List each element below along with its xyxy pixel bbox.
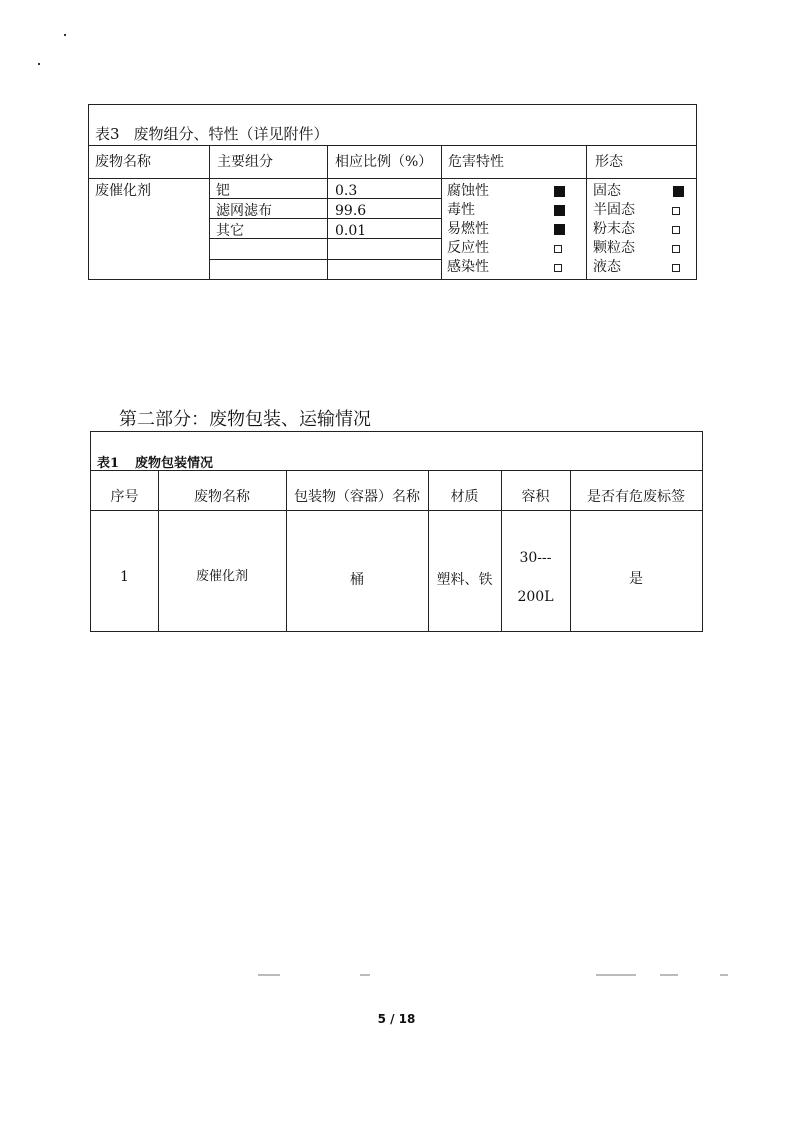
row-label-flag: 是 xyxy=(629,571,643,587)
col-header-waste-name: 废物名称 xyxy=(95,154,151,170)
hazard-checkbox xyxy=(554,264,562,272)
component-name: 滤网滤布 xyxy=(216,203,272,219)
row-seq: 1 xyxy=(120,569,129,585)
waste-composition-table xyxy=(88,104,697,280)
table3-title: 废物组分、特性（详见附件） xyxy=(133,125,329,143)
component-ratio: 0.3 xyxy=(335,183,358,199)
table1-caption xyxy=(97,452,213,471)
table3-caption xyxy=(95,123,329,144)
row-capacity-line1: 30--- xyxy=(519,550,552,566)
row-container: 桶 xyxy=(350,572,364,588)
component-name: 钯 xyxy=(216,183,230,199)
form-label: 颗粒态 xyxy=(593,240,635,256)
hazard-checkbox xyxy=(554,245,562,253)
page-number: 5 / 18 xyxy=(377,1012,416,1026)
form-checkbox xyxy=(672,226,680,234)
col-header-material: 材质 xyxy=(450,489,479,505)
col-header-container: 包装物（容器）名称 xyxy=(294,489,420,505)
col-header-label-flag: 是否有危废标签 xyxy=(587,489,685,505)
form-checkbox xyxy=(673,186,684,197)
row-material: 塑料、铁 xyxy=(436,572,493,588)
hazard-label: 感染性 xyxy=(447,259,489,275)
hazard-label: 腐蚀性 xyxy=(447,183,489,199)
packaging-table xyxy=(90,431,703,632)
col-header-components: 主要组分 xyxy=(217,154,273,170)
col-header-seq: 序号 xyxy=(110,489,139,505)
col-header-waste-name: 废物名称 xyxy=(194,489,250,505)
table3-label: 表3 xyxy=(95,125,120,143)
form-label: 液态 xyxy=(593,259,621,275)
component-ratio: 99.6 xyxy=(335,203,367,219)
form-checkbox xyxy=(672,264,680,272)
hazard-checkbox xyxy=(554,205,565,216)
col-header-hazard: 危害特性 xyxy=(448,154,504,170)
hazard-label: 反应性 xyxy=(447,240,489,256)
col-header-form: 形态 xyxy=(595,154,623,170)
form-label: 固态 xyxy=(593,183,621,199)
hazard-checkbox xyxy=(554,186,565,197)
col-header-ratio: 相应比例（%） xyxy=(335,154,433,170)
scan-speck xyxy=(38,63,40,65)
hazard-checkbox xyxy=(554,224,565,235)
form-label: 半固态 xyxy=(593,202,635,218)
hazard-label: 毒性 xyxy=(447,202,475,218)
waste-name-cell: 废催化剂 xyxy=(95,183,151,199)
component-name: 其它 xyxy=(216,223,244,239)
row-capacity-line2: 200L xyxy=(517,589,554,605)
table1-title: 废物包装情况 xyxy=(135,456,214,471)
col-header-capacity: 容积 xyxy=(521,489,550,505)
form-checkbox xyxy=(672,245,680,253)
scan-speck xyxy=(64,34,66,36)
table1-label: 表1 xyxy=(97,456,120,471)
component-ratio: 0.01 xyxy=(335,223,367,239)
form-checkbox xyxy=(672,207,680,215)
form-label: 粉末态 xyxy=(593,221,635,237)
row-waste-name: 废催化剂 xyxy=(195,569,248,584)
hazard-label: 易燃性 xyxy=(447,221,489,237)
section-heading: 第二部分：废物包装、运输情况 xyxy=(119,409,371,430)
